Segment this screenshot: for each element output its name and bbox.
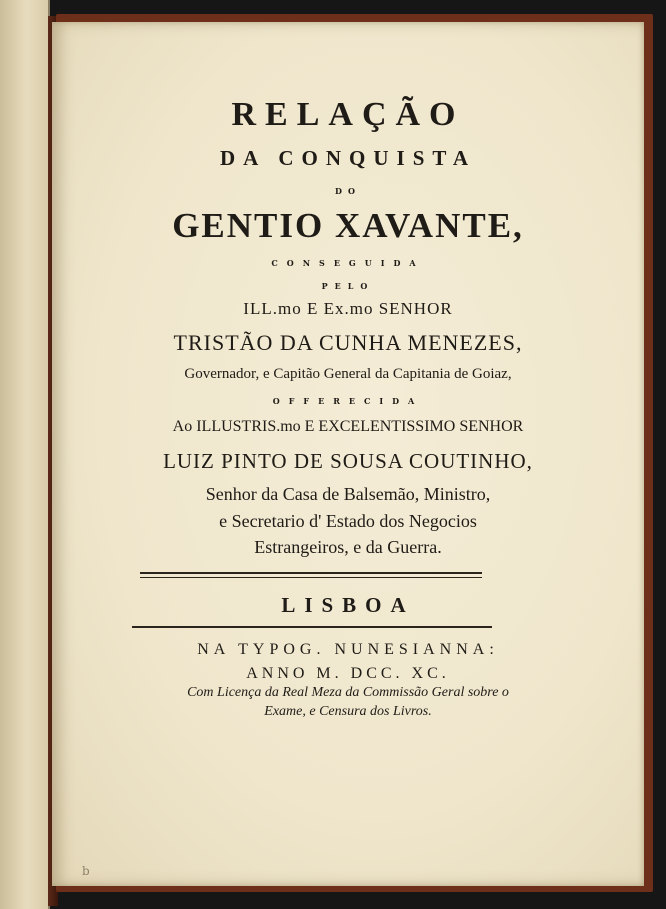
- text-ao-illustris: Ao ILLUSTRIS.mo E EXCELENTISSIMO SENHOR: [172, 418, 524, 435]
- text-licenca: Com Licença da Real Meza da Commissão Geral sobre o: [187, 685, 509, 700]
- text-conseguida: CONSEGUIDA: [271, 258, 425, 268]
- text-pelo: PELO: [321, 281, 375, 291]
- text-luiz-pinto: LUIZ PINTO DE SOUSA COUTINHO,: [163, 449, 533, 473]
- title-page: [52, 22, 644, 886]
- title-da-conquista: DA CONQUISTA: [219, 146, 477, 170]
- text-senhor-casa: Senhor da Casa de Balsemão, Ministro,: [205, 484, 491, 504]
- text-tristao: TRISTÃO DA CUNHA MENEZES,: [173, 330, 523, 355]
- divider-rule-upper: [140, 572, 482, 574]
- title-do: DO: [335, 186, 361, 196]
- title-gentio-xavante: GENTIO XAVANTE,: [172, 206, 524, 245]
- text-typographia: NA TYPOG. NUNESIANNA:: [197, 641, 499, 658]
- text-secretario: e Secretario d' Estado dos Negocios: [219, 511, 477, 531]
- text-offerecida: OFFERECIDA: [272, 396, 424, 406]
- text-ill-senhor: ILL.mo E Ex.mo SENHOR: [243, 299, 453, 318]
- text-governador: Governador, e Capitão General da Capitania de Goiaz,: [184, 366, 512, 382]
- title-relacao: RELAÇÃO: [231, 96, 465, 133]
- text-exame: Exame, e Censura dos Livros.: [264, 704, 432, 719]
- text-estrangeiros: Estrangeiros, e da Guerra.: [254, 537, 442, 557]
- divider-rule-upper-thin: [140, 577, 482, 578]
- left-page-edge: [0, 0, 50, 909]
- text-anno: ANNO M. DCC. XC.: [246, 665, 450, 682]
- divider-rule-lower: [132, 626, 492, 628]
- text-lisboa: LISBOA: [281, 593, 415, 617]
- page-mark: b: [82, 864, 90, 878]
